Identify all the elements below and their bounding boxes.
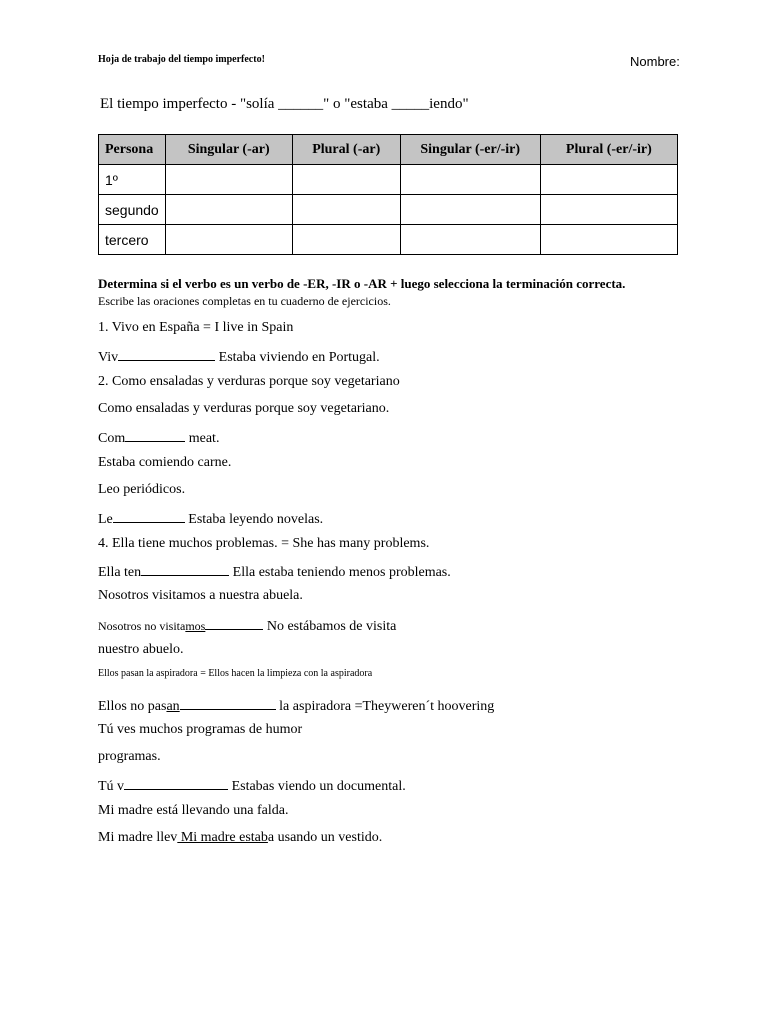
answer-cell[interactable] (540, 165, 677, 195)
sentence-start: Ellos no pas (98, 699, 167, 714)
exercise-line (98, 428, 219, 447)
name-label: Nombre: (630, 54, 680, 69)
persona-cell: segundo (99, 195, 166, 225)
sentence-start: Mi madre llev (98, 830, 178, 845)
sentence-end: Ella estaba teniendo menos problemas. (229, 565, 451, 580)
column-header-persona: Persona (99, 135, 166, 165)
exercise-line: Nosotros visitamos a nuestra abuela. (98, 588, 303, 603)
conjugation-table (98, 134, 678, 255)
sentence-start: Viv (98, 350, 119, 365)
instruction-normal: Escribe las oraciones completas en tu cuaderno de ejercicios. (98, 294, 391, 308)
exercise-line (98, 616, 396, 635)
column-header-plural-er-ir: Plural (-er/-ir) (540, 135, 677, 165)
answer-cell[interactable] (165, 195, 292, 225)
column-header-singular-ar: Singular (-ar) (165, 135, 292, 165)
sentence-start: Nosotros no visita (98, 619, 186, 633)
column-header-singular-er-ir: Singular (-er/-ir) (400, 135, 540, 165)
exercise-line: programas. (98, 749, 161, 764)
sentence-end: a usando un vestido. (267, 830, 383, 845)
table-row (99, 195, 678, 225)
underlined-ending: an (166, 699, 180, 714)
underlined-ending: mos (185, 619, 206, 633)
sentence-end: la aspiradora =Theyweren´t hoovering (275, 699, 495, 714)
answer-blank[interactable] (113, 509, 185, 523)
answer-blank[interactable] (118, 347, 215, 361)
answer-cell[interactable] (292, 225, 400, 255)
exercise-line: 2. Como ensaladas y verduras porque soy vegetariano (98, 374, 400, 389)
answer-blank[interactable] (180, 696, 276, 710)
persona-cell: tercero (99, 225, 166, 255)
sentence-start: Le (98, 512, 113, 527)
table-header-row (99, 135, 678, 165)
answer-cell[interactable] (292, 165, 400, 195)
answer-cell[interactable] (165, 225, 292, 255)
persona-cell: 1º (99, 165, 166, 195)
answer-blank[interactable] (141, 562, 229, 576)
exercise-line (98, 509, 323, 528)
sentence-end: meat. (185, 431, 220, 446)
answer-cell[interactable] (540, 225, 677, 255)
answer-cell[interactable] (540, 195, 677, 225)
sentence-start: Ella ten (98, 565, 142, 580)
exercise-line: Ellos pasan la aspiradora = Ellos hacen la limpieza con la aspiradora (98, 668, 373, 679)
exercise-line: 1. Vivo en España = I live in Spain (98, 320, 294, 335)
instruction-bold: Determina si el verbo es un verbo de -ER, -IR o -AR + luego selecciona la terminación correcta. (98, 276, 626, 291)
answer-blank[interactable] (205, 616, 263, 630)
answer-cell[interactable] (400, 195, 540, 225)
table-row (99, 225, 678, 255)
exercise-line: 4. Ella tiene muchos problemas. = She has many problems. (98, 536, 430, 551)
subtitle: El tiempo imperfecto - "solía ______" o "estaba _____iendo" (100, 96, 469, 112)
answer-blank[interactable] (125, 428, 185, 442)
exercise-line: Mi madre está llevando una falda. (98, 803, 289, 818)
exercise-line (98, 347, 380, 366)
sentence-start: Com (98, 431, 126, 446)
exercise-line (98, 696, 494, 715)
worksheet-title: Hoja de trabajo del tiempo imperfecto! (98, 54, 265, 65)
answer-cell[interactable] (292, 195, 400, 225)
exercise-line (98, 776, 406, 795)
column-header-plural-ar: Plural (-ar) (292, 135, 400, 165)
answer-blank[interactable] (124, 776, 228, 790)
sentence-start: Tú v (98, 779, 125, 794)
answer-cell[interactable] (165, 165, 292, 195)
exercise-line (98, 562, 451, 581)
sentence-end: Estaba leyendo novelas. (184, 512, 324, 527)
exercise-line: nuestro abuelo. (98, 642, 184, 657)
answer-cell[interactable] (400, 225, 540, 255)
table-row (99, 165, 678, 195)
exercise-line: Leo periódicos. (98, 482, 186, 497)
exercise-line: Tú ves muchos programas de humor (98, 722, 303, 737)
exercise-line: Estaba comiendo carne. (98, 455, 232, 470)
underlined-phrase: Mi madre estab (177, 830, 268, 845)
sentence-end: Estabas viendo un documental. (228, 779, 406, 794)
sentence-end: Estaba viviendo en Portugal. (215, 350, 380, 365)
sentence-end: No estábamos de visita (263, 619, 397, 634)
exercise-line (98, 830, 382, 846)
exercise-line: Como ensaladas y verduras porque soy vegetariano. (98, 401, 390, 416)
answer-cell[interactable] (400, 165, 540, 195)
